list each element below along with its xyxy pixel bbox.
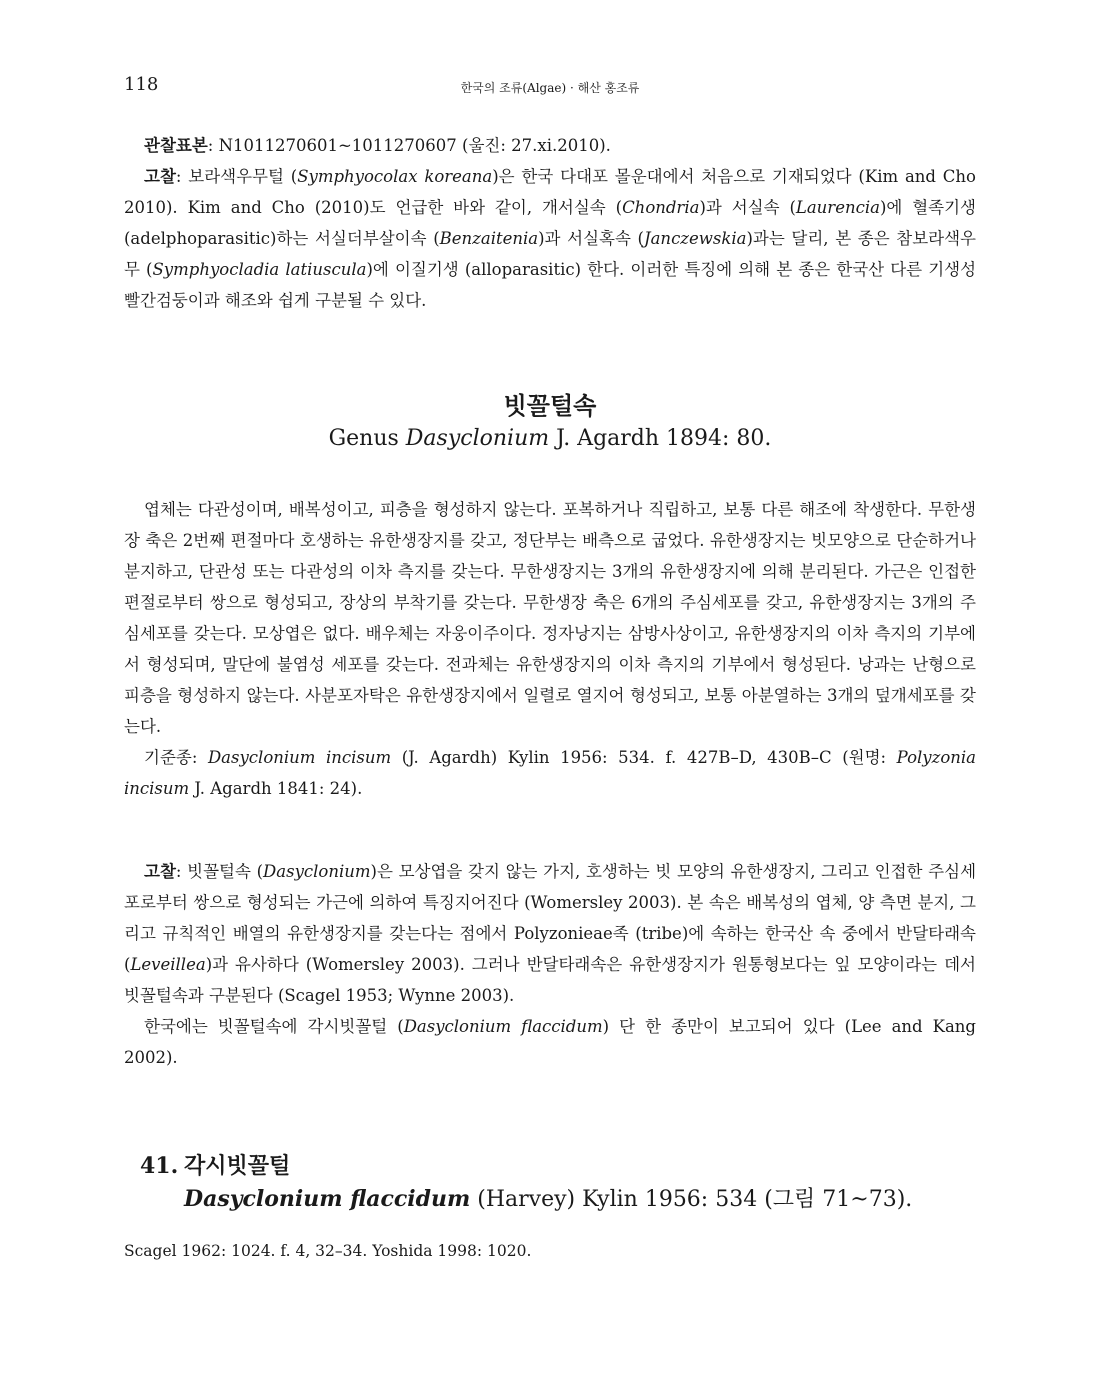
species-heading-line1	[140, 1150, 980, 1183]
genus-title-korean: 빗꼴털속	[503, 391, 597, 420]
text-run: J. Agardh 1841: 24).	[189, 779, 363, 798]
species-heading	[140, 1150, 980, 1216]
species-number: 41.	[140, 1153, 179, 1179]
taxon-name: Leveillea	[130, 955, 206, 974]
text-run: 기준종:	[144, 748, 208, 767]
specimens-text: : N1011270601~1011270607 (울진: 27.xi.2010).	[207, 136, 611, 155]
genus-title-latin	[0, 426, 1100, 451]
taxon-name: Dasyclonium	[263, 862, 371, 881]
specimens-paragraph	[124, 130, 976, 161]
taxon-name: Chondria	[622, 198, 700, 217]
taxon-name: Dasyclonium incisum	[207, 748, 392, 767]
description-paragraph: 엽체는 다관성이며, 배복성이고, 피층을 형성하지 않는다. 포복하거나 직립하고, 보통 다른 해조에 착생한다. 무한생장 축은 2번째 편절마다 호생하는 유한생장지를 갖고, 정단부는 배측으로 굽었다. 유한생장지는 빗모양으로 단순하거나 분지하고, 단관성 또는 다관성의 이차 측지를 갖는다. 무한생장지는 3개의 유한생장지에 의해 분리된다. 가근은 인접한 편절로부터 쌍으로 형성되고, 장상의 부착기를 갖는다. 무한생장 축은 6개의 주심세포를 갖고, 유한생장지는 3개의 주심세포를 갖는다. 모상엽은 없다. 배우체는 자웅이주이다. 정자낭지는 삼방사상이고, 유한생장지의 이차 측지의 기부에서 형성되며, 말단에 불염성 세포를 갖는다. 전과체는 유한생장지의 이차 측지의 기부에서 형성된다. 낭과는 난형으로 피층을 형성하지 않는다. 사분포자탁은 유한생장지에서 일렬로 열지어 형성되고, 보통 아분열하는 3개의 덮개세포를 갖는다.	[124, 500, 976, 736]
text-run: )은 모상엽을 갖지 않는 가지, 호생하는 빗 모양의 유한생장지, 그리고 인접한 주심세포로부터 쌍으로 형성되는 가근에 의하여 특징지어진다 (Womersley 2003). 본 속은 배복성의 엽체, 양 측면 분지, 그리고 규칙적인 배열의 유한생장지를 갖는다는 점에서 Polyzonieae족 (tribe)에 속하는 한국산 속 중에서 반달타래속 (	[124, 862, 977, 974]
text-run: : 보라색우무털 (	[175, 167, 298, 186]
text-run: : 빗꼴털속 (	[175, 862, 264, 881]
taxon-name: Symphyocolax koreana	[297, 167, 493, 186]
species-name-latin: Dasyclonium flaccidum	[184, 1186, 471, 1212]
text-run: )은 한국 다대포 몰운대에서 처음으로 기재되었다 (Kim and Cho 2010). Kim and Cho (2010)도 언급한 바와 같이, 개서실속 (	[124, 167, 976, 217]
text-run: (J. Agardh) Kylin 1956: 534. f. 427B–D, 430B–C (원명:	[391, 748, 897, 767]
species-remarks-paragraph	[124, 161, 976, 316]
genus-name: Dasyclonium	[405, 426, 550, 451]
taxon-name: Laurencia	[795, 198, 880, 217]
text-run: )과는 달리, 본 종은 참보라색우무 (	[124, 229, 976, 279]
type-species-paragraph	[124, 742, 976, 804]
text-run: )과 유사하다 (Womersley 2003). 그러나 반달타래속은 유한생장지가 원통형보다는 잎 모양이라는 데서 빗꼴털속과 구분된다 (Scagel 1953; Wynne 2003).	[124, 955, 976, 1005]
taxon-name: Benzaitenia	[439, 229, 539, 248]
text-run: ) 단 한 종만이 보고되어 있다 (Lee and Kang 2002).	[124, 1017, 976, 1067]
text-run: )과 서실혹속 (	[538, 229, 644, 248]
taxon-name: Dasyclonium flaccidum	[403, 1017, 603, 1036]
remarks-label: 고찰	[144, 167, 176, 186]
korea-species-paragraph	[124, 1011, 976, 1073]
genus-remarks-paragraph	[124, 856, 976, 1011]
text-run: Genus	[328, 426, 406, 451]
remarks-label: 고찰	[144, 862, 176, 881]
taxon-name: Symphyocladia latiuscula	[152, 260, 367, 279]
species-references: Scagel 1962: 1024. f. 4, 32–34. Yoshida 1998: 1020.	[124, 1242, 532, 1260]
taxon-name: Polyzonia incisum	[124, 748, 976, 798]
page-header	[124, 74, 976, 98]
text-run: J. Agardh 1894: 80.	[549, 426, 772, 451]
text-run: 한국에는 빗꼴털속에 각시빗꼴털 (	[144, 1017, 404, 1036]
text-run: )에 이질기생 (alloparasitic) 한다. 이러한 특징에 의해 본 종은 한국산 다른 기생성 빨간검둥이과 해조와 쉽게 구분될 수 있다.	[124, 260, 977, 310]
species-heading-line2	[140, 1183, 980, 1216]
genus-description	[124, 494, 976, 804]
genus-remarks	[124, 856, 976, 1073]
species-name-korean: 각시빗꼴털	[184, 1153, 291, 1179]
specimens-label: 관찰표본	[144, 136, 208, 155]
text-run: )과 서실속 (	[699, 198, 796, 217]
running-title: 한국의 조류(Algae) · 해산 홍조류	[460, 81, 640, 95]
observation-section	[124, 130, 976, 316]
taxon-name: Janczewskia	[643, 229, 747, 248]
species-authority: (Harvey) Kylin 1956: 534 (그림 71~73).	[470, 1187, 913, 1212]
page-number: 118	[124, 74, 159, 95]
text-run: )에 혈족기생 (adelphoparasitic)하는 서실더부살이속 (	[124, 198, 976, 248]
